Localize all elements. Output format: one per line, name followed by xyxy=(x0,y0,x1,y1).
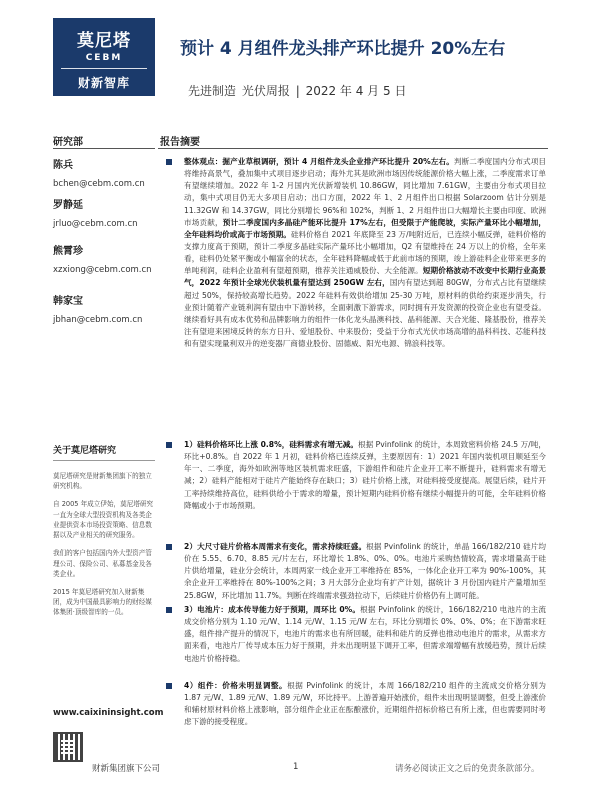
subtitle-separator: | xyxy=(295,84,300,98)
paragraph-lead: 短期价格波动不改变中长期行业高景气，2022 年预计全球光伏装机量有望达到 250GW 左右， xyxy=(184,266,546,288)
footer-company: 财新集团旗下公司 xyxy=(92,764,161,774)
paragraph-body: 硅料价格自 2021 年底降至 23 万/吨附近后，已连续小幅反弹，硅料价格的支撑力度高于预期，预计二季度多晶硅实际产量环比小幅增加，Q2 有望维持在 24 万以上的价格，全年来看，硅料仍处紧平衡或小幅富余的状态，全年硅料降幅或低于此前市场的预期，竣上游硅料企业带来更多的单吨利润，硅料企业盈利有望超预期，推荐关注通威股份、大全能源。 xyxy=(184,229,546,276)
analyst-email[interactable]: jrluo@cebm.com.cn xyxy=(53,219,138,229)
paragraph-lead: 预计二季度国内多晶硅产能环比提升 17%左右，但受限于产能爬坡，实际产量环比小幅增加，全年硅料均价或高于市场预期。 xyxy=(184,217,546,239)
analyst-card xyxy=(53,196,138,229)
paragraph-lead: 整体观点：掘产业草根调研，预计 4 月组件龙头企业排产环比提升 20%左右。 xyxy=(184,157,454,166)
paragraph-lead: 2）大尺寸硅片价格本周需求有变化，需求持续旺盛。 xyxy=(184,542,367,551)
logo-name: 莫尼塔 xyxy=(77,31,131,51)
square-bullet-icon xyxy=(166,607,172,613)
subtitle-date: 2022 年 4 月 5 日 xyxy=(305,84,407,98)
page-number: 1 xyxy=(293,762,299,772)
paragraph-lead: 4）组件：价格未明显调整。 xyxy=(184,681,288,690)
square-bullet-icon xyxy=(166,159,172,165)
subtitle-type: 光伏周报 xyxy=(241,84,290,98)
analyst-card xyxy=(53,156,145,189)
report-title: 预计 4 月组件龙头排产环比提升 20%左右 xyxy=(180,39,506,59)
summary-paragraph-module xyxy=(184,680,546,740)
right-header-rule xyxy=(158,148,548,149)
analyst-card xyxy=(53,292,142,325)
about-paragraph: 我们的客户包括国内外大型资产管理公司、保险公司、私募基金及各类企业。 xyxy=(53,549,152,578)
left-header-rule xyxy=(53,148,155,149)
summary-header: 报告摘要 xyxy=(160,137,200,148)
analyst-email[interactable]: jbhan@cebm.com.cn xyxy=(53,315,143,325)
analyst-card xyxy=(53,242,152,275)
analyst-name: 陈兵 xyxy=(53,160,73,171)
logo-english: CEBM xyxy=(85,53,123,63)
report-subtitle xyxy=(188,82,408,99)
subtitle-sector: 先进制造 xyxy=(188,84,237,98)
paragraph-lead: 1）硅料价格环比上涨 0.8%，硅料需求有增无减。 xyxy=(184,440,358,449)
paragraph-body: 判断二季度国内分布式项目将维持高景气，叠加集中式项目逐步启动；海外尤其是欧洲市场因传统能源价格大幅上涨，二季度需求订单有望继续增加。2022 年 1-2 月国内光伏新增装机 10.86GW，同比增加 7.61GW，主要由分布式项目拉动，集中式项目仍无大多项目启动；出口方面，2022 年 1、2 月组件出口根据 Solarzoom 估计分别是 11.32GW 和 14.37GW，同比分别增长 96%和 102%，判断 1、2 月组件出口大幅增长主要由印度、欧洲市场贡献， xyxy=(184,157,546,227)
summary-paragraph-polysilicon xyxy=(184,439,546,529)
about-paragraph: 莫尼塔研究是财新集团旗下的独立研究机构。 xyxy=(53,472,152,491)
website-link[interactable]: www.caixininsight.com xyxy=(53,708,164,718)
analyst-name: 熊霄珍 xyxy=(53,246,83,257)
paragraph-body: 根据 Pvinfolink 的统计，单晶 166/182/210 硅片均价在 5.55、6.70、8.85 元/片左右，环比增长 1.8%、0%、0%。电池片采购热情较高，需求增量高于硅片供给增量，硅业分会统计，本周两家一线企业开工率维持在 85%，一体化企业开工率为 90%-100%，其余企业开工率维持在 80%-100%之间；3 月大部分企业均有扩产计划，据统计 3 月份国内硅片产量增加至 25.8GW，环比增加 11.7%。判断在终端需求强劲拉动下，后续硅片价格仍有上调可能。 xyxy=(184,542,546,600)
about-heading: 关于莫尼塔研究 xyxy=(53,443,155,461)
summary-paragraph-overview xyxy=(184,156,546,426)
cebm-logo xyxy=(53,18,155,96)
analyst-email[interactable]: bchen@cebm.com.cn xyxy=(53,179,145,189)
about-paragraph: 2015 年莫尼塔研究加入财新集团，成为中国最具影响力的财经媒体集团·顶级智库的一员。 xyxy=(53,587,152,617)
paragraph-body: 根据 Pvinfolink 的统计，166/182/210 电池片的主流成交价格分别为 1.10 元/W、1.14 元/W、1.15 元/W 左右，环比分别增长 0%、0%、0%；在下游需求旺盛，组件排产提升的情况下，电池片的需求也有所回暖，硅料和硅片的反弹也推动电池片的需求，从需求方面来看，电池片厂传导成本压力好于预期，并未出现明显下调开工率，但需求端增幅有放缓趋势，预计后续电池片价格持稳。 xyxy=(184,605,546,663)
analyst-name: 韩家宝 xyxy=(53,296,83,307)
paragraph-body: 国内有望达到超 80GW，分布式占比有望继续超过 50%，保持较高增长趋势。2022 年硅料有效供给增加 25-30 万吨，原材料的供给约束逐步消失，行业预计随着产业链利润有望由中下游转移，全面刺激下游需求，同时拥有开发资源的投资企业也有望受益。继续看好具有成本优势和品牌影响力的组件一体化龙头晶澳科技、晶科能源、天合光能、隆基股份，推荐关注有望迎来困境反转的东方日升、爱旭股份、中来股份；受益于分布式光伏市场高增的晶科科技、芯能科技和有望实现量利双升的逆变器厂商德业股份、固德威、阳光电源、锦浪科技等。 xyxy=(184,278,546,349)
about-section xyxy=(53,443,155,626)
research-dept-header: 研究部 xyxy=(53,137,83,148)
logo-sub: 财新智库 xyxy=(77,76,130,90)
square-bullet-icon xyxy=(166,442,172,448)
paragraph-lead: 3）电池片：成本传导能力好于预期，周环比 0%。 xyxy=(184,605,361,614)
about-paragraph: 自 2005 年成立伊始，莫尼塔研究一直为全球大型投资机构及各类企业提供资本市场投资策略、信息数据以及产业相关的研究服务。 xyxy=(53,500,154,540)
square-bullet-icon xyxy=(166,683,172,689)
analyst-email[interactable]: xzxiong@cebm.com.cn xyxy=(53,265,152,275)
footer-disclaimer: 请务必阅读正文之后的免责条款部分。 xyxy=(395,764,540,774)
summary-paragraph-cell xyxy=(184,604,546,670)
analyst-name: 罗静延 xyxy=(53,200,83,211)
qr-code-icon xyxy=(53,732,83,762)
square-bullet-icon xyxy=(166,544,172,550)
paragraph-body: 根据 Pvinfolink 的统计，本周致密料价格 24.5 万/吨，环比+0.8%。自 2022 年 1 月初，硅料价格已连续反弹，主要原因有：1）2021 年国内装机项目顺延至今年一、二季度，海外如欧洲等地区装机需求旺盛，下游组件和硅片企业开工率不断提升，硅料需求有增无减；2）硅料产能相对于硅片产能始终存在缺口；3）硅片价格上涨，对硅料接受度提高。展望后续，硅片开工率持续维持高位，硅料供给小于需求的增量，预计短期内硅料价格有继续小幅提升的可能，全年硅料价格降幅或小于市场预期。 xyxy=(184,440,546,510)
paragraph-body: 根据 Pvinfolink 的统计，本周 166/182/210 组件的主流成交价格分别为 1.87 元/W、1.89 元/W、1.89 元/W，环比持平。上游普遍开始涨价，组件未出现明显调整，但受上游涨价和辅材原材料价格上涨影响，部分组件企业正在酝酿涨价，近期组件招标价格已有所上涨，但也需要同时考虑下游的接受程度。 xyxy=(184,681,546,727)
logo-divider xyxy=(61,68,147,69)
